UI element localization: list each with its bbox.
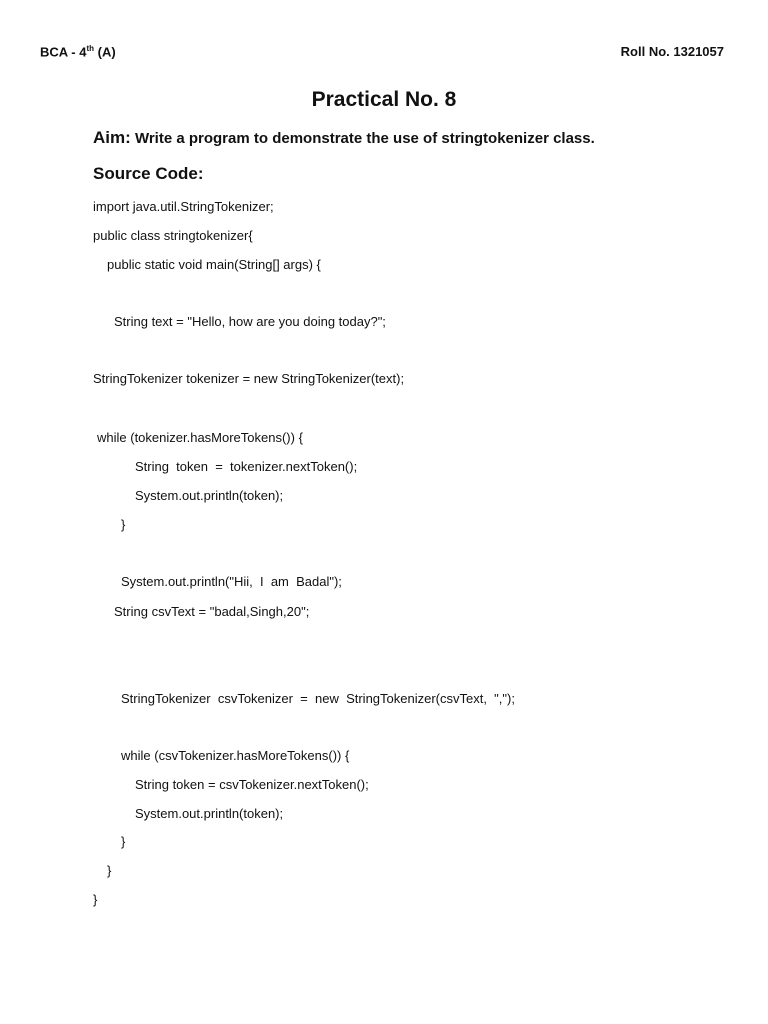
code-line: System.out.println(token); [135, 806, 284, 821]
code-line: import java.util.StringTokenizer; [93, 199, 274, 214]
aim-label: Aim: [93, 128, 131, 147]
code-line: } [107, 863, 112, 878]
code-line: StringTokenizer tokenizer = new StringTokenizer(text); [93, 371, 405, 386]
code-line: String text = "Hello, how are you doing today?"; [114, 314, 386, 329]
source-code-heading: Source Code: [93, 164, 204, 183]
code-line: StringTokenizer csvTokenizer = new StringTokenizer(csvText, ","); [121, 691, 515, 706]
code-line: while (tokenizer.hasMoreTokens()) { [97, 430, 303, 445]
code-line: String token = tokenizer.nextToken(); [135, 459, 358, 474]
code-line: public static void main(String[] args) { [107, 257, 321, 272]
roll-number: Roll No. 1321057 [620, 44, 724, 59]
code-line: } [121, 834, 126, 849]
code-line: } [121, 517, 126, 532]
aim-statement [93, 128, 595, 148]
code-line: System.out.println(token); [135, 488, 284, 503]
page-title: Practical No. 8 [311, 88, 457, 111]
code-line: System.out.println("Hii, I am Badal"); [121, 574, 342, 589]
code-line: } [93, 892, 98, 907]
code-line: while (csvTokenizer.hasMoreTokens()) { [121, 748, 350, 763]
code-line: public class stringtokenizer{ [93, 228, 253, 243]
code-line: String token = csvTokenizer.nextToken(); [135, 777, 369, 792]
aim-text: Write a program to demonstrate the use of stringtokenizer class. [130, 130, 595, 147]
class-label: BCA - 4th (A) [40, 44, 116, 60]
code-line: String csvText = "badal,Singh,20"; [114, 604, 310, 619]
